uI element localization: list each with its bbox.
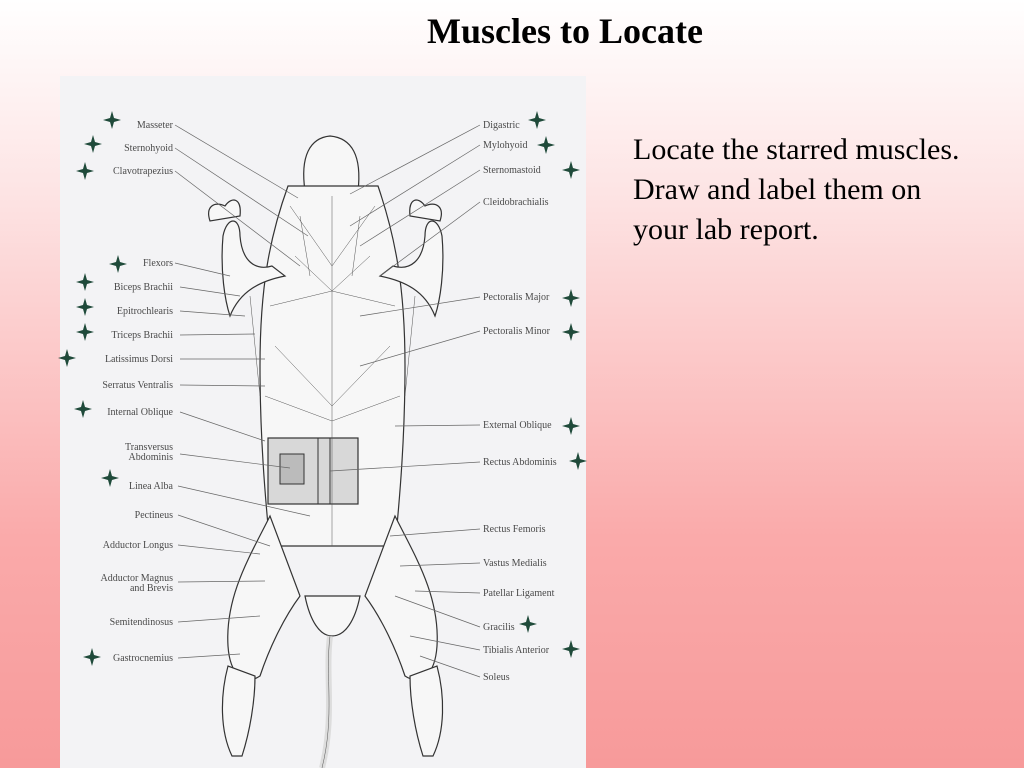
label-adductor-longus: Adductor Longus (102, 540, 173, 551)
star-icon (519, 615, 537, 633)
star-marks (60, 76, 586, 768)
label-masseter: Masseter (136, 120, 173, 131)
label-sternohyoid: Sternohyoid (124, 143, 173, 154)
label-transversus: Transversus (125, 442, 173, 453)
label-soleus: Soleus (483, 672, 510, 683)
label-pectoralis-minor: Pectoralis Minor (483, 326, 550, 337)
star-icon (76, 162, 94, 180)
label-flexors: Flexors (143, 258, 173, 269)
label-clavotrapezius: Clavotrapezius (113, 166, 173, 177)
label-gastrocnemius: Gastrocnemius (113, 653, 173, 664)
slide-title: Muscles to Locate (427, 11, 703, 51)
label-digastric: Digastric (483, 120, 520, 131)
label-pectineus: Pectineus (134, 510, 173, 521)
star-icon (562, 640, 580, 658)
label-vastus-medialis: Vastus Medialis (483, 558, 547, 569)
star-icon (101, 469, 119, 487)
star-icon (569, 452, 587, 470)
instruction-text: Locate the starred muscles. Draw and label them on your lab report. (633, 133, 960, 246)
label-cleidobrachialis: Cleidobrachialis (483, 197, 549, 208)
star-icon (58, 349, 76, 367)
label-and-brevis: and Brevis (129, 583, 173, 594)
label-biceps-brachii: Biceps Brachii (113, 282, 173, 293)
label-adductor-magnus: Adductor Magnus (100, 573, 173, 584)
label-external-oblique: External Oblique (483, 420, 552, 431)
star-icon (537, 136, 555, 154)
star-icon (76, 323, 94, 341)
label-semitendinosus: Semitendinosus (109, 617, 173, 628)
star-icon (76, 298, 94, 316)
star-icon (76, 273, 94, 291)
label-sternomastoid: Sternomastoid (483, 165, 541, 176)
star-icon (562, 289, 580, 307)
star-icon (562, 161, 580, 179)
label-internal-oblique: Internal Oblique (107, 407, 173, 418)
label-gracilis: Gracilis (483, 622, 515, 633)
label-mylohyoid: Mylohyoid (483, 140, 528, 151)
label-rectus-abdominis: Rectus Abdominis (483, 457, 557, 468)
label-linea-alba: Linea Alba (128, 481, 173, 492)
label-patellar-ligament: Patellar Ligament (483, 588, 555, 599)
label-tibialis-anterior: Tibialis Anterior (483, 645, 550, 656)
star-icon (83, 648, 101, 666)
star-icon (562, 417, 580, 435)
label-abdominis: Abdominis (128, 452, 173, 463)
rat-muscle-diagram (60, 76, 586, 768)
star-icon (74, 400, 92, 418)
star-icon (528, 111, 546, 129)
label-serratus-ventralis: Serratus Ventralis (102, 380, 173, 391)
label-latissimus-dorsi: Latissimus Dorsi (104, 354, 173, 365)
star-icon (109, 255, 127, 273)
star-icon (562, 323, 580, 341)
label-rectus-femoris: Rectus Femoris (483, 524, 546, 535)
star-icon (103, 111, 121, 129)
star-icon (84, 135, 102, 153)
label-triceps-brachii: Triceps Brachii (111, 330, 173, 341)
label-pectoralis-major: Pectoralis Major (483, 292, 550, 303)
label-epitrochlearis: Epitrochlearis (116, 306, 173, 317)
